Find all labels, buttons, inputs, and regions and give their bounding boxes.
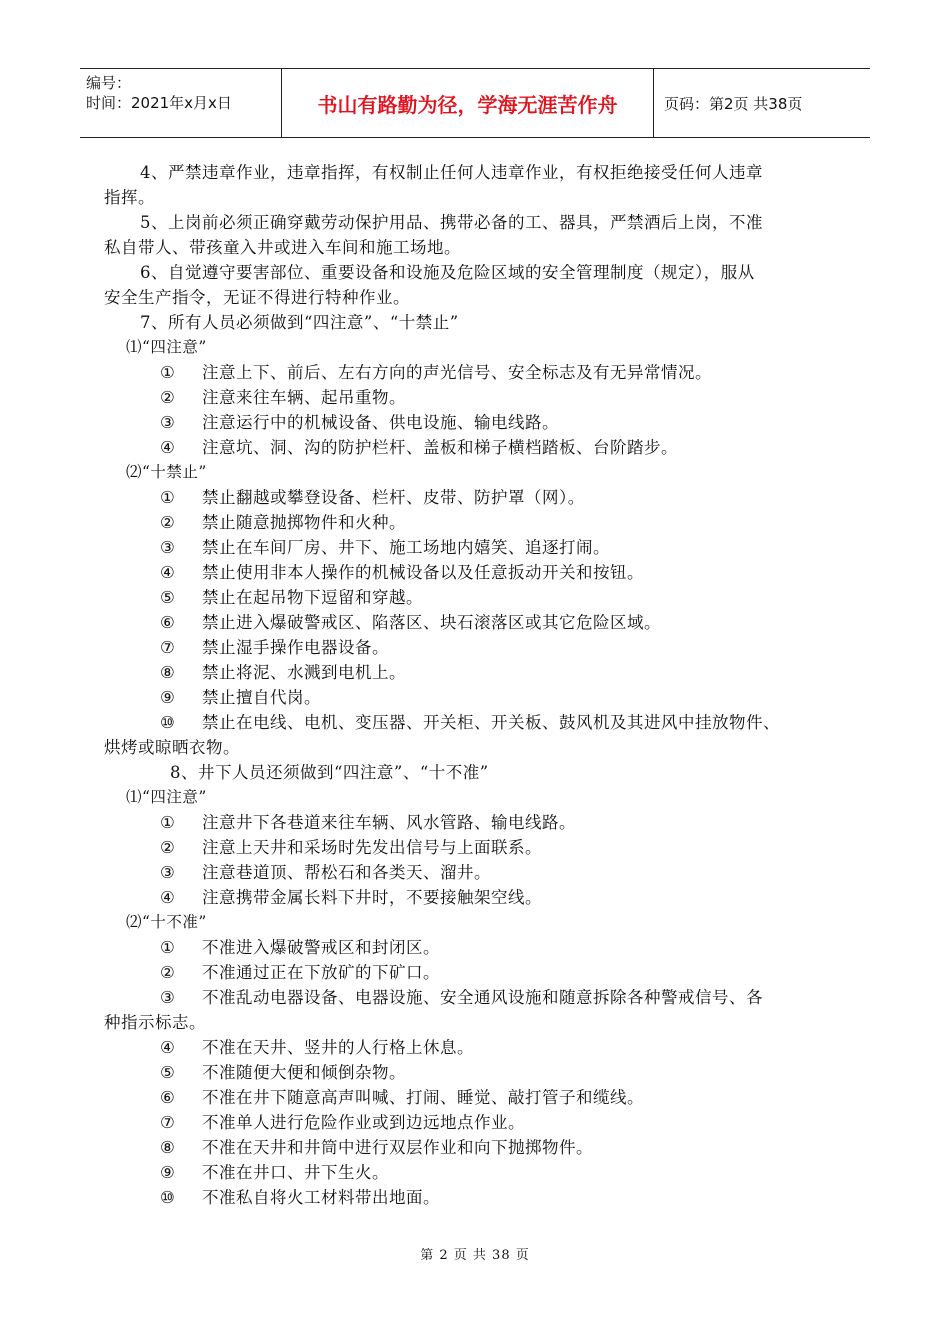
paragraph-line: 烘烤或晾晒衣物。 [104, 738, 240, 757]
list-item-number: ① [160, 813, 176, 832]
list-item-text: 不准随便大便和倾倒杂物。 [202, 1063, 406, 1082]
list-item-text: 注意上天井和采场时先发出信号与上面联系。 [202, 838, 542, 857]
list-item [104, 510, 866, 535]
list-item-number: ④ [160, 1038, 176, 1057]
list-item [104, 660, 866, 685]
list-item-text: 注意运行中的机械设备、供电设施、输电线路。 [202, 413, 559, 432]
list-item-number: ⑨ [160, 1163, 176, 1182]
list-item-text: 不准乱动电器设备、电器设施、安全通风设施和随意拆除各种警戒信号、各 [202, 988, 763, 1007]
list-item [104, 985, 866, 1010]
list-item [104, 535, 866, 560]
list-item-number: ① [160, 363, 176, 382]
list-item-text: 禁止进入爆破警戒区、陷落区、块石滚落区或其它危险区域。 [202, 613, 661, 632]
list-item-text: 不准在天井和井筒中进行双层作业和向下抛掷物件。 [202, 1138, 593, 1157]
list-item-text: 禁止湿手操作电器设备。 [202, 638, 389, 657]
header-page-label: 页码：第2页 共38页 [664, 94, 803, 113]
paragraph-line: 4、严禁违章作业，违章指挥，有权制止任何人违章作业，有权拒绝接受任何人违章 [140, 163, 763, 182]
list-item-text: 注意上下、前后、左右方向的声光信号、安全标志及有无异常情况。 [202, 363, 712, 382]
list-item-number: ⑩ [160, 713, 176, 732]
list-item-number: ① [160, 938, 176, 957]
list-item-text: 不准进入爆破警戒区和封闭区。 [202, 938, 440, 957]
list-item [104, 835, 866, 860]
list-item-number: ④ [160, 563, 176, 582]
list-item [104, 710, 866, 735]
header-motto: 书山有路勤为径，学海无涯苦作舟 [282, 69, 654, 137]
list-item-number: ② [160, 963, 176, 982]
list-item [104, 685, 866, 710]
list-item-text: 禁止将泥、水溅到电机上。 [202, 663, 406, 682]
list-item-number: ⑤ [160, 588, 176, 607]
list-item-text: 注意巷道顶、帮松石和各类天、溜井。 [202, 863, 491, 882]
list-item-number: ① [160, 488, 176, 507]
subsection-heading: ⑵“十不准” [126, 913, 207, 931]
list-item [104, 1185, 866, 1210]
paragraph-line: 指挥。 [104, 188, 155, 207]
list-item-text: 注意坑、洞、沟的防护栏杆、盖板和梯子横档踏板、台阶踏步。 [202, 438, 678, 457]
list-ten-prohibitions [104, 485, 866, 735]
list-item [104, 360, 866, 385]
paragraph-line: 5、上岗前必须正确穿戴劳动保护用品、携带必备的工、器具，严禁酒后上岗，不准 [140, 213, 763, 232]
paragraph-line: 安全生产指令，无证不得进行特种作业。 [104, 288, 410, 307]
list-item [104, 410, 866, 435]
list-item-text: 注意来往车辆、起吊重物。 [202, 388, 406, 407]
list-item [104, 1060, 866, 1085]
paragraph-line: 6、自觉遵守要害部位、重要设备和设施及危险区域的安全管理制度（规定），服从 [140, 263, 755, 282]
list-item-text: 禁止在起吊物下逗留和穿越。 [202, 588, 423, 607]
list-item-number: ⑨ [160, 688, 176, 707]
list-item-text: 不准私自将火工材料带出地面。 [202, 1188, 440, 1207]
list-item-number: ⑦ [160, 638, 176, 657]
list-underground-attentions [104, 810, 866, 910]
list-item-text: 禁止在电线、电机、变压器、开关柜、开关板、鼓风机及其进风中挂放物件、 [202, 713, 780, 732]
list-item [104, 1110, 866, 1135]
section-heading: 7、所有人员必须做到“四注意”、“十禁止” [140, 313, 459, 332]
list-item [104, 860, 866, 885]
list-item-number: ③ [160, 988, 176, 1007]
list-item-number: ② [160, 838, 176, 857]
list-item-text: 禁止随意抛掷物件和火种。 [202, 513, 406, 532]
list-item [104, 560, 866, 585]
list-item [104, 485, 866, 510]
list-item [104, 635, 866, 660]
list-item-number: ③ [160, 538, 176, 557]
list-item-number: ③ [160, 413, 176, 432]
list-item-number: ④ [160, 888, 176, 907]
list-item [104, 1160, 866, 1185]
list-item [104, 610, 866, 635]
list-item-number: ② [160, 513, 176, 532]
paragraph-line: 种指示标志。 [104, 1013, 206, 1032]
list-item [104, 385, 866, 410]
section-heading: 8、井下人员还须做到“四注意”、“十不准” [170, 763, 489, 782]
list-ten-not-allowed-cont [104, 1035, 866, 1210]
list-item [104, 960, 866, 985]
list-item [104, 1085, 866, 1110]
list-item [104, 935, 866, 960]
document-body [104, 160, 866, 1210]
list-item [104, 1035, 866, 1060]
list-item [104, 585, 866, 610]
header-meta [80, 69, 282, 137]
list-item-number: ③ [160, 863, 176, 882]
list-item-number: ④ [160, 438, 176, 457]
list-item-number: ⑥ [160, 1088, 176, 1107]
list-item-text: 不准在天井、竖井的人行格上休息。 [202, 1038, 474, 1057]
list-four-attentions [104, 360, 866, 460]
list-item-text: 不准在井口、井下生火。 [202, 1163, 389, 1182]
list-item-text: 不准在井下随意高声叫喊、打闹、睡觉、敲打管子和缆线。 [202, 1088, 644, 1107]
list-item-text: 禁止在车间厂房、井下、施工场地内嬉笑、追逐打闹。 [202, 538, 610, 557]
list-ten-not-allowed [104, 935, 866, 1010]
list-item-number: ⑦ [160, 1113, 176, 1132]
list-item [104, 1135, 866, 1160]
list-item-number: ⑧ [160, 1138, 176, 1157]
number-label: 编号： [86, 74, 132, 92]
list-item-text: 不准单人进行危险作业或到边远地点作业。 [202, 1113, 525, 1132]
subsection-heading: ⑴“四注意” [126, 788, 207, 806]
list-item-text: 禁止擅自代岗。 [202, 688, 321, 707]
list-item [104, 885, 866, 910]
list-item-text: 注意携带金属长料下井时，不要接触架空线。 [202, 888, 542, 907]
list-item-text: 注意井下各巷道来往车辆、风水管路、输电线路。 [202, 813, 576, 832]
paragraph-line: 私自带人、带孩童入井或进入车间和施工场地。 [104, 238, 461, 257]
list-item-number: ⑤ [160, 1063, 176, 1082]
subsection-heading: ⑴“四注意” [126, 338, 207, 356]
list-item [104, 810, 866, 835]
list-item-number: ⑩ [160, 1188, 176, 1207]
list-item-number: ② [160, 388, 176, 407]
list-item-text: 禁止使用非本人操作的机械设备以及任意扳动开关和按钮。 [202, 563, 644, 582]
list-item-text: 禁止翻越或攀登设备、栏杆、皮带、防护罩（网）。 [202, 488, 585, 507]
subsection-heading: ⑵“十禁止” [126, 463, 207, 481]
page-header [80, 68, 870, 138]
list-item-number: ⑥ [160, 613, 176, 632]
list-item [104, 435, 866, 460]
list-item-number: ⑧ [160, 663, 176, 682]
date-label: 时间：2021年x月x日 [86, 94, 232, 112]
list-item-text: 不准通过正在下放矿的下矿口。 [202, 963, 440, 982]
page-footer: 第 2 页 共 38 页 [420, 1248, 530, 1263]
